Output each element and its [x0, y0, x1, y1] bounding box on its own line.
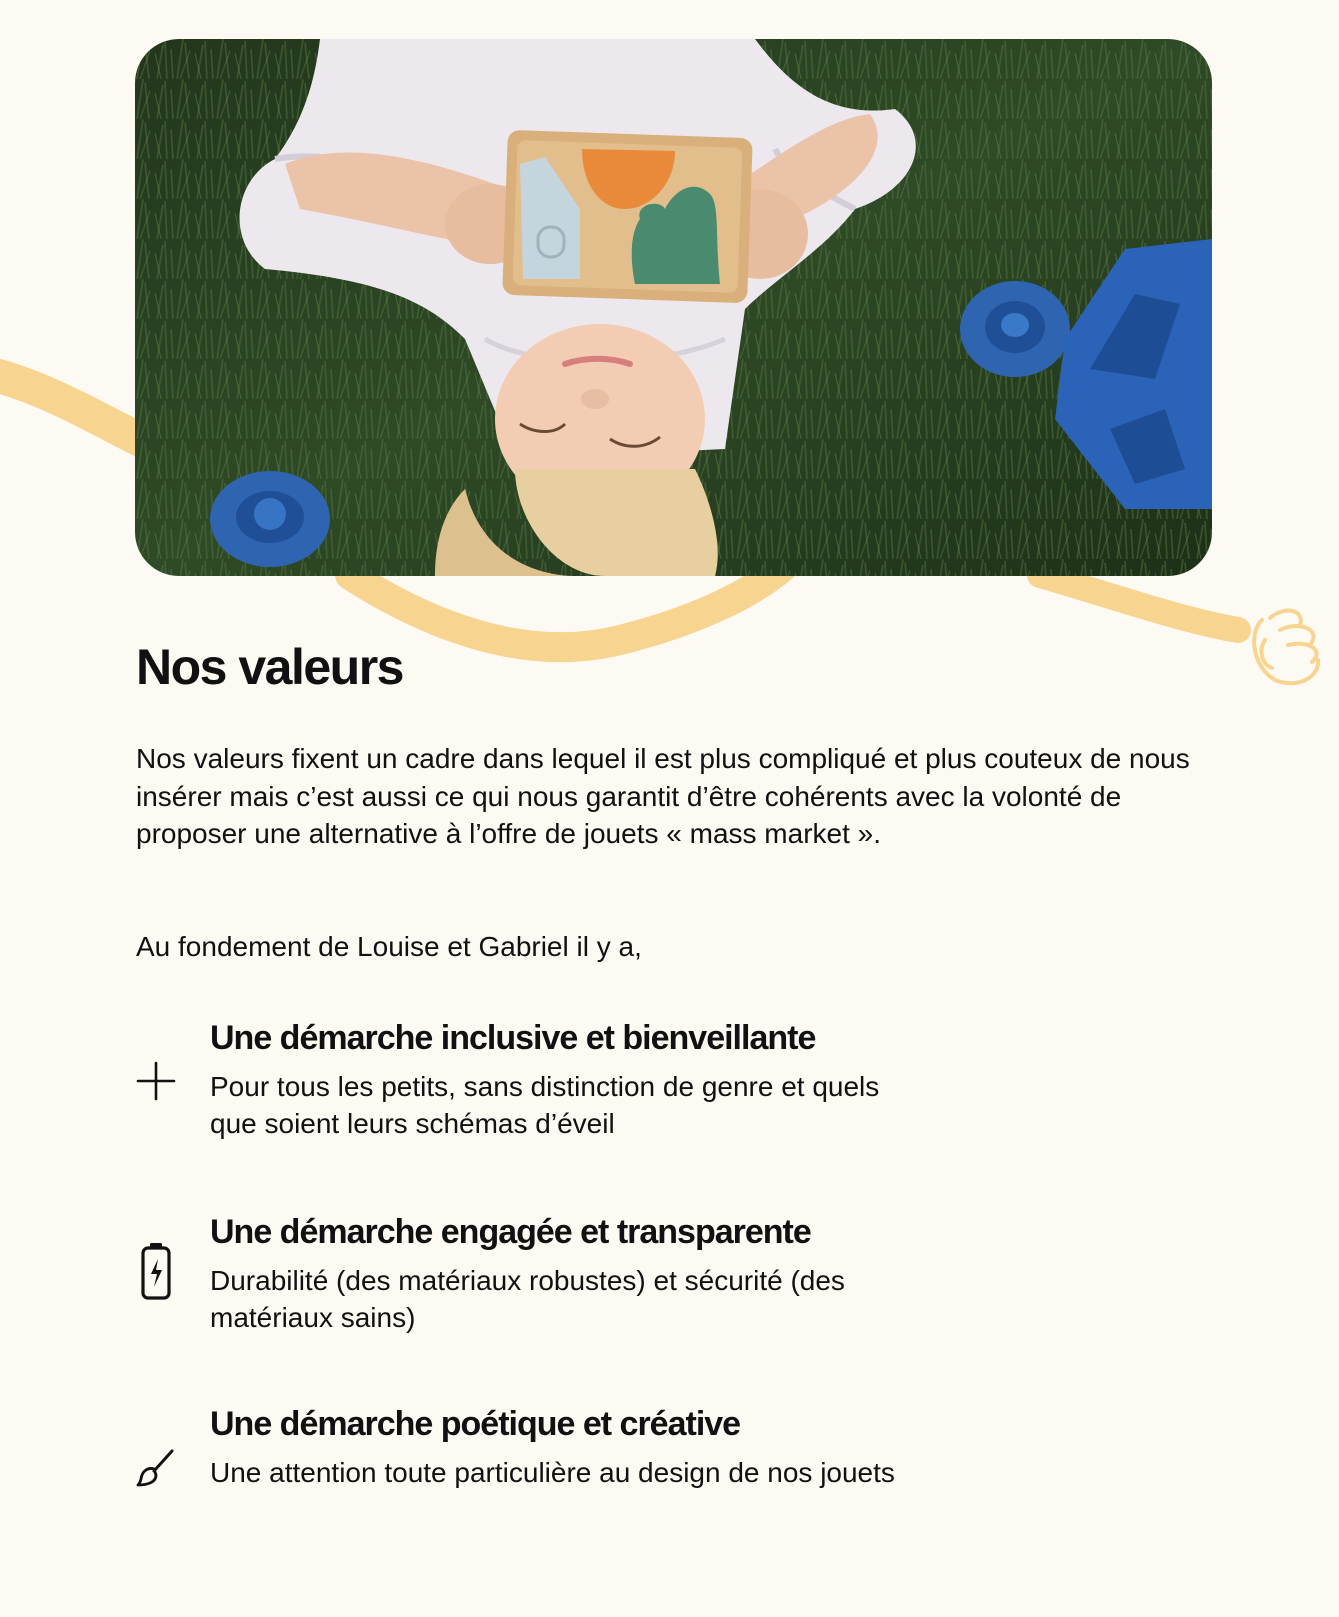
- value-description: Une attention toute particulière au design de nos jouets: [210, 1457, 895, 1488]
- paintbrush-icon: [136, 1447, 176, 1487]
- lead-sentence: Au fondement de Louise et Gabriel il y a,: [136, 931, 642, 962]
- plus-icon: [136, 1061, 176, 1101]
- value-title: Une démarche inclusive et bienveillante: [210, 1019, 816, 1057]
- section-title: Nos valeurs: [136, 639, 403, 695]
- value-description: Pour tous les petits, sans distinction de genre et quels que soient leurs schémas d’éveil: [210, 1071, 880, 1139]
- value-title: Une démarche poétique et créative: [210, 1405, 741, 1443]
- hand-doodle-icon: [1254, 611, 1318, 684]
- hero-image: [135, 39, 1212, 576]
- value-title: Une démarche engagée et transparente: [210, 1213, 811, 1251]
- intro-paragraph: Nos valeurs fixent un cadre dans lequel il est plus compliqué et plus couteux de nous insérer mais c’est aussi ce qui nous garantit d’être cohérents avec la volonté de proposer une alternative à l’offre de jouets « mass market ».: [136, 743, 1190, 849]
- value-description: Durabilité (des matériaux robustes) et sécurité (des matériaux sains): [210, 1265, 845, 1333]
- battery-charging-icon: [136, 1242, 176, 1300]
